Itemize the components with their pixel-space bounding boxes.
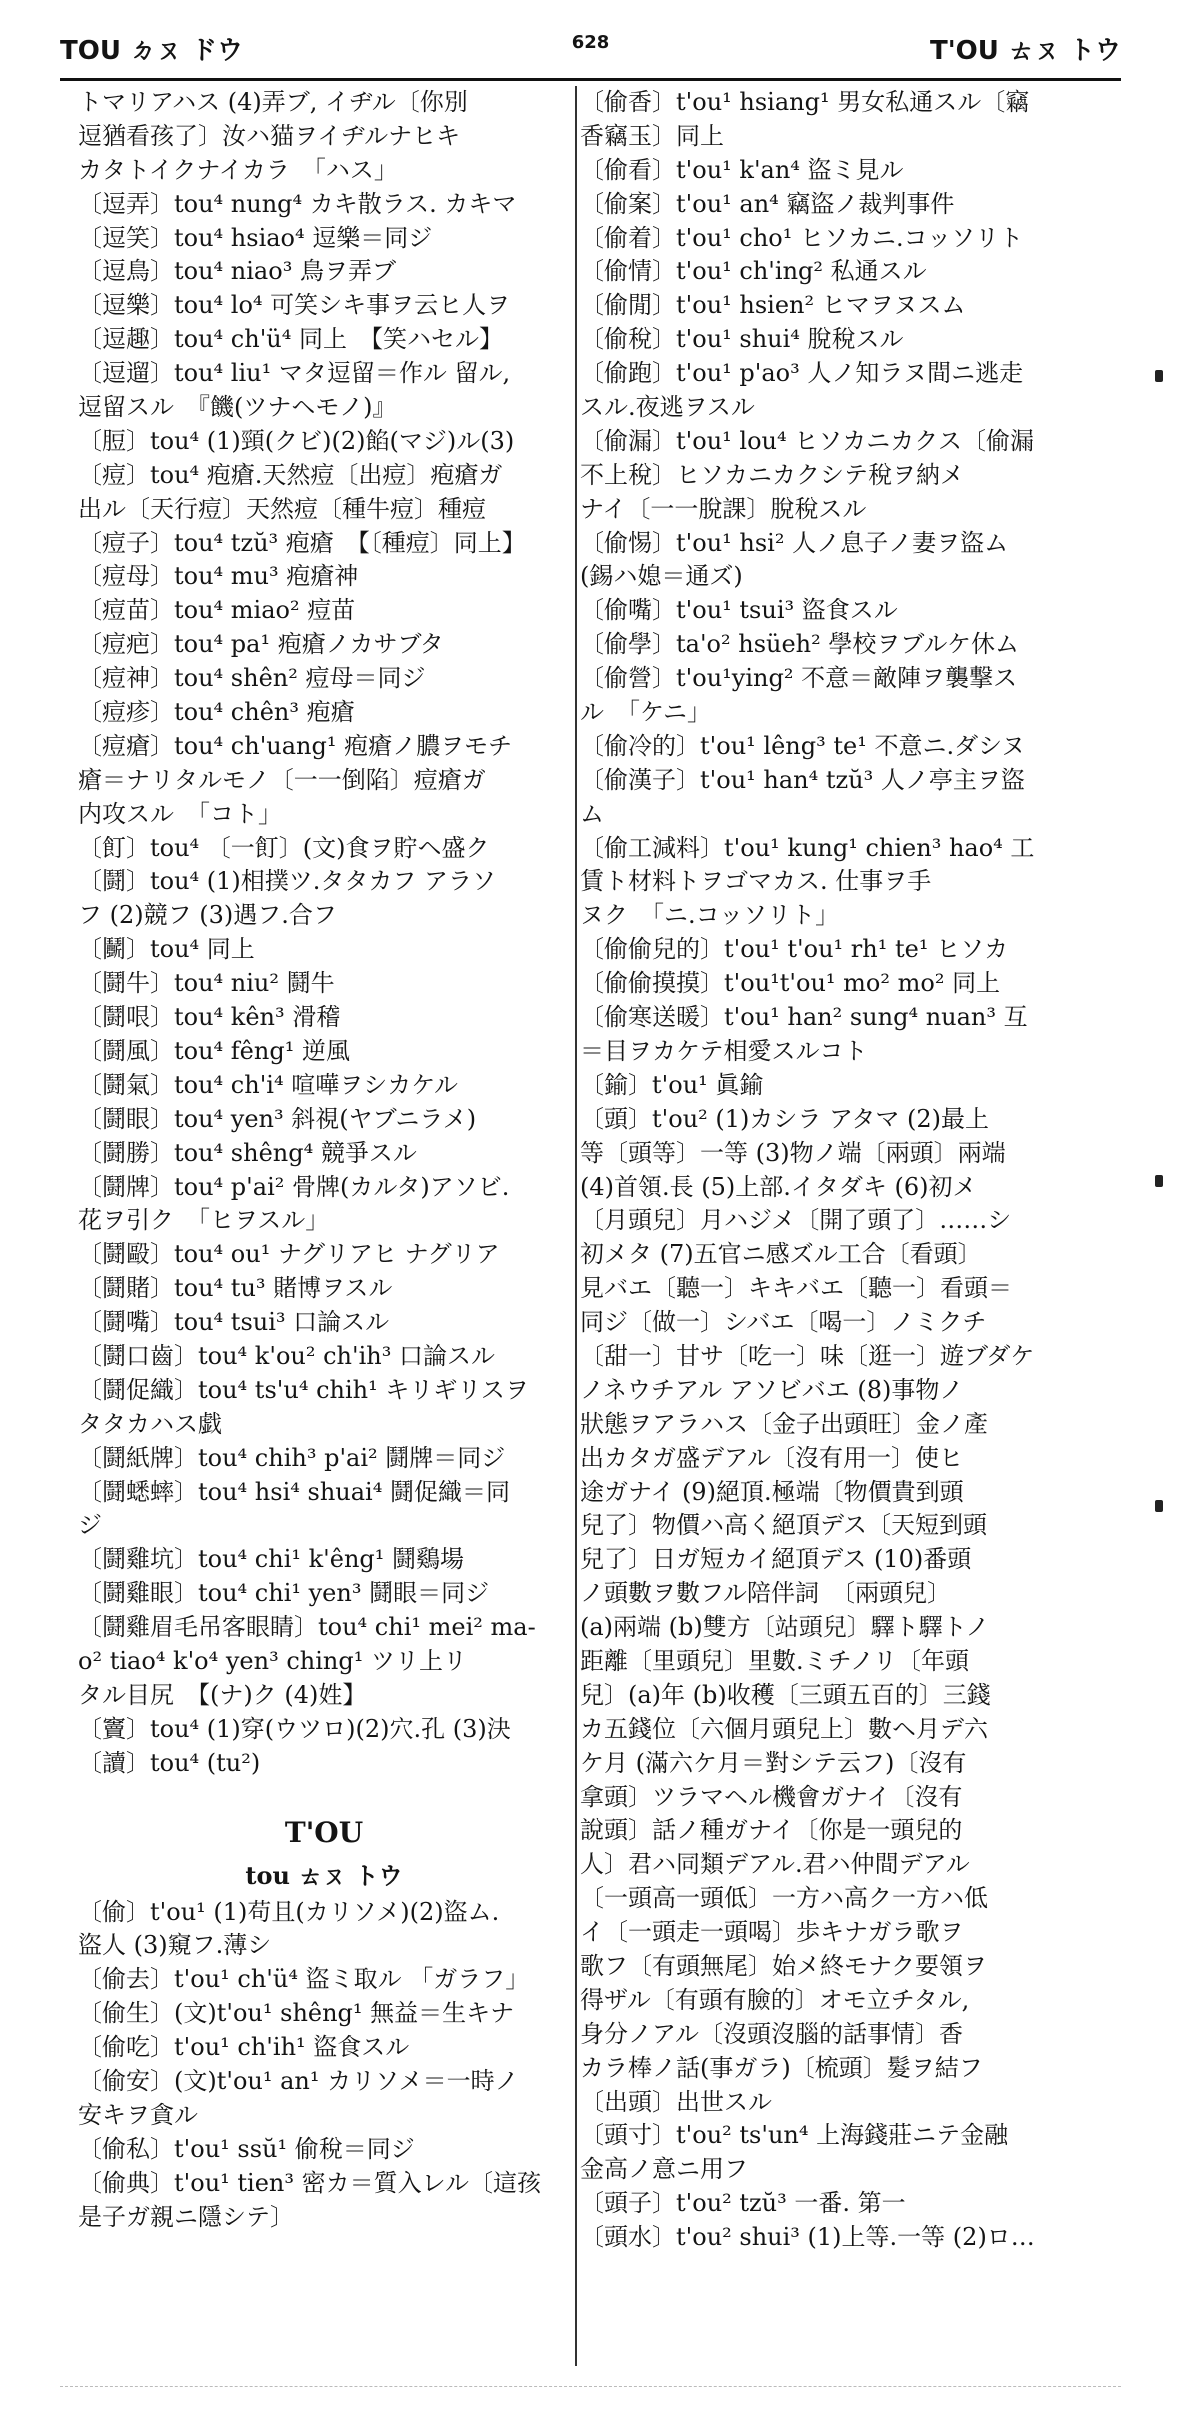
dictionary-line: 〔偷典〕t'ou¹ tien³ 密カ＝質入レル〔這孩 xyxy=(78,2168,542,2197)
dictionary-line: ル 「ケニ」 xyxy=(580,698,712,727)
dictionary-line: 〔月頭兒〕月ハジメ〔開了頭了〕……シ xyxy=(580,1206,1012,1235)
dictionary-line: フ (2)競フ (3)遇フ.合フ xyxy=(78,901,337,930)
dictionary-line: 〔一頭高一頭低〕一方ハ高ク一方ハ低 xyxy=(580,1884,988,1913)
dictionary-line: 〔出頭〕出世スル xyxy=(580,2087,772,2116)
dictionary-line: 同ジ〔做一〕シバエ〔喝一〕ノミクチ xyxy=(580,1308,987,1337)
dictionary-line: 〔痘子〕tou⁴ tzŭ³ 疱瘡 【〔種痘〕同上】 xyxy=(78,528,526,557)
dictionary-line: 初メタ (7)五官ニ感ズル工合〔看頭〕 xyxy=(580,1240,982,1269)
dictionary-line: 〔偷嘴〕t'ou¹ tsui³ 盜食スル xyxy=(580,596,898,625)
dictionary-line: 〔偷工減料〕t'ou¹ kung¹ chien³ hao⁴ 工 xyxy=(580,833,1035,862)
dictionary-line: カラ棒ノ話(事ガラ)〔梳頭〕髮ヲ結フ xyxy=(580,2053,983,2082)
dictionary-line: 〔逗趣〕tou⁴ ch'ü⁴ 同上 【笑ハセル】 xyxy=(78,325,504,354)
right-column xyxy=(580,86,1080,2376)
dictionary-line: 瘡＝ナリタルモノ〔一一倒陷〕痘瘡ガ xyxy=(78,765,486,794)
dictionary-line: 〔偷稅〕t'ou¹ shui⁴ 脫稅スル xyxy=(580,325,904,354)
dictionary-line: 〔痘疹〕tou⁴ chên³ 疱瘡 xyxy=(78,698,355,727)
column-divider xyxy=(575,86,577,2366)
dictionary-line: 〔逗弄〕tou⁴ nung⁴ カキ散ラス. カキマ xyxy=(78,189,517,218)
dictionary-line: 說頭〕話ノ種ガナイ〔你是一頭兒的 xyxy=(580,1816,963,1845)
section-subtitle: tou ㄊㄡ トウ xyxy=(245,1860,403,1890)
dictionary-line: カタトイクナイカラ 「ハス」 xyxy=(78,155,398,184)
dictionary-line: 〔逗樂〕tou⁴ lo⁴ 可笑シキ事ヲ云ヒ人ヲ xyxy=(78,291,511,320)
dictionary-line: ケ月 (滿六ケ月＝對シテ云フ)〔沒有 xyxy=(580,1748,967,1777)
dictionary-line: 兒了〕日ガ短カイ絕頂デス (10)番頭 xyxy=(580,1545,972,1574)
dictionary-line: カ五錢位〔六個月頭兒上〕數ヘ月デ六 xyxy=(580,1714,988,1743)
dictionary-line: ジ xyxy=(78,1511,102,1540)
dictionary-line: 〔偷去〕t'ou¹ ch'ü⁴ 盜ミ取ル 「ガラフ」 xyxy=(78,1965,530,1994)
dictionary-line: 〔鬪雞眼〕tou⁴ chi¹ yen³ 鬪眼＝同ジ xyxy=(78,1579,490,1608)
dictionary-line: 〔偷〕t'ou¹ (1)苟且(カリソメ)(2)盜ム. xyxy=(78,1897,500,1926)
dictionary-line: 出ル〔天行痘〕天然痘〔種牛痘〕種痘 xyxy=(78,494,486,523)
dictionary-line: イ〔一頭走一頭喝〕歩キナガラ歌ヲ xyxy=(580,1918,964,1947)
dictionary-line: 〔痘瘡〕tou⁴ ch'uang¹ 疱瘡ノ膿ヲモチ xyxy=(78,731,513,760)
dictionary-line: ム xyxy=(580,799,604,828)
page-header xyxy=(60,30,1121,70)
margin-mark xyxy=(1155,1175,1163,1187)
dictionary-line: 〔逗鳥〕tou⁴ niao³ 鳥ヲ弄ブ xyxy=(78,257,396,286)
left-column xyxy=(78,86,570,2376)
dictionary-line: 拿頭〕ツラマヘル機會ガナイ〔沒有 xyxy=(580,1782,963,1811)
dictionary-line: 安キヲ貪ル xyxy=(78,2100,198,2129)
dictionary-line: 途ガナイ (9)絕頂.極端〔物價貴到頭 xyxy=(580,1477,964,1506)
dictionary-line: 〔偷營〕t'ou¹ying² 不意＝敵陣ヲ襲撃ス xyxy=(580,664,1018,693)
dictionary-line: 〔鬪口齒〕tou⁴ k'ou² ch'ih³ 口論スル xyxy=(78,1341,495,1370)
dictionary-line: 是子ガ親ニ隱シテ〕 xyxy=(78,2202,294,2231)
dictionary-line: 盜人 (3)窺フ.薄シ xyxy=(78,1931,272,1960)
dictionary-line: 身分ノアル〔沒頭沒腦的話事情〕香 xyxy=(580,2019,964,2048)
dictionary-line: (錫ハ媳＝通ズ) xyxy=(580,562,743,591)
dictionary-line: 〔偷香〕t'ou¹ hsiang¹ 男女私通スル〔竊 xyxy=(580,88,1030,116)
dictionary-line: 〔讀〕tou⁴ (tu²) xyxy=(78,1748,261,1777)
dictionary-line: 〔痘母〕tou⁴ mu³ 疱瘡神 xyxy=(78,562,359,591)
dictionary-line: 〔鬪風〕tou⁴ fêng¹ 逆風 xyxy=(78,1036,350,1065)
dictionary-line: 〔鍮〕t'ou¹ 眞鍮 xyxy=(580,1070,764,1099)
dictionary-line: 〔飣〕tou⁴ 〔一飣〕(文)食ヲ貯ヘ盛ク xyxy=(78,833,490,862)
dictionary-line: 〔甜一〕甘サ〔吃一〕味〔逛一〕遊ブダケ xyxy=(580,1341,1035,1370)
dictionary-line: ノネウチアル アソビバエ (8)事物ノ xyxy=(580,1375,964,1404)
dictionary-line: 等〔頭等〕一等 (3)物ノ端〔兩頭〕兩端 xyxy=(580,1138,1006,1167)
dictionary-line: 〔鬪雞眉毛吊客眼睛〕tou⁴ chi¹ mei² ma- xyxy=(78,1613,536,1642)
dictionary-line: ＝目ヲカケテ相愛スルコト xyxy=(580,1036,868,1065)
dictionary-line: 花ヲ引ク 「ヒヲスル」 xyxy=(78,1206,330,1235)
dictionary-line: 〔痘神〕tou⁴ shên² 痘母＝同ジ xyxy=(78,664,426,693)
dictionary-line: 〔偷着〕t'ou¹ cho¹ ヒソカニ.コッソリト xyxy=(580,223,1024,252)
dictionary-line: 〔鬪蟋蟀〕tou⁴ hsi⁴ shuai⁴ 鬪促織＝同 xyxy=(78,1477,510,1506)
dictionary-line: 距離〔里頭兒〕里數.ミチノリ〔年頭 xyxy=(580,1646,969,1675)
dictionary-line: 〔偷冷的〕t'ou¹ lêng³ te¹ 不意ニ.ダシヌ xyxy=(580,731,1026,760)
dictionary-line: 金高ノ意ニ用フ xyxy=(580,2155,748,2184)
dictionary-line: 〔頭寸〕t'ou² ts'un⁴ 上海錢莊ニテ金融 xyxy=(580,2121,1009,2150)
dictionary-line: トマリアハス (4)弄ブ, イヂル〔你別 xyxy=(78,88,468,116)
dictionary-line: 〔鬪牛〕tou⁴ niu² 鬪牛 xyxy=(78,969,335,998)
dictionary-line: 〔偷私〕t'ou¹ ssŭ¹ 偷稅＝同ジ xyxy=(78,2134,415,2163)
dictionary-line: タタカハス戯 xyxy=(78,1409,222,1438)
dictionary-line: 〔鬪眼〕tou⁴ yen³ 斜視(ヤブニラメ) xyxy=(78,1104,477,1133)
dictionary-line: 〔偷偷摸摸〕t'ou¹t'ou¹ mo² mo² 同上 xyxy=(580,969,1001,998)
header-rule xyxy=(60,78,1121,81)
dictionary-line: 〔偷安〕(文)t'ou¹ an¹ カリソメ＝一時ノ xyxy=(78,2066,519,2095)
dictionary-line: スル.夜逃ヲスル xyxy=(580,393,755,422)
dictionary-line: 〔竇〕tou⁴ (1)穿(ウツロ)(2)穴.孔 (3)決 xyxy=(78,1714,511,1743)
dictionary-line: 〔頭子〕t'ou² tzŭ³ 一番. 第一 xyxy=(580,2189,906,2218)
dictionary-line: 〔偷情〕t'ou¹ ch'ing² 私通スル xyxy=(580,257,927,286)
dictionary-line: 〔偷看〕t'ou¹ k'an⁴ 盜ミ見ル xyxy=(580,155,904,184)
dictionary-line: 〔偷跑〕t'ou¹ p'ao³ 人ノ知ラヌ間ニ逃走 xyxy=(580,359,1024,388)
header-right: T'OU ㄊㄡ トウ xyxy=(929,36,1121,66)
dictionary-line: タル目尻 【(ナ)ク (4)姓】 xyxy=(78,1680,367,1709)
header-left: TOU ㄉㄡ ドウ xyxy=(60,36,244,66)
dictionary-line: 〔逗遛〕tou⁴ liu¹ マタ逗留＝作ル 留ル, xyxy=(78,359,511,388)
dictionary-line: 歌フ〔有頭無尾〕始メ終モナク要領ヲ xyxy=(580,1951,988,1980)
dictionary-line: 〔鬪促織〕tou⁴ ts'u⁴ chih¹ キリギリスヲ xyxy=(78,1375,529,1404)
dictionary-line: 〔痘〕tou⁴ 疱瘡.天然痘〔出痘〕疱瘡ガ xyxy=(78,460,503,489)
dictionary-line: 〔偷漢子〕t'ou¹ han⁴ tzŭ³ 人ノ亭主ヲ盜 xyxy=(580,765,1025,794)
dictionary-line: 不上稅〕ヒソカニカクシテ稅ヲ納メ xyxy=(580,460,964,489)
dictionary-line: 〔痘苗〕tou⁴ miao² 痘苗 xyxy=(78,596,356,625)
dictionary-line: 内攻スル 「コト」 xyxy=(78,799,282,828)
dictionary-line: 〔偷學〕ta'o² hsüeh² 學校ヲブルケ休ム xyxy=(580,630,1019,659)
dictionary-line: ヌク 「ニ.コッソリト」 xyxy=(580,901,840,930)
dictionary-line: 〔鬪牌〕tou⁴ p'ai² 骨牌(カルタ)アソビ. xyxy=(78,1172,510,1201)
dictionary-line: ナイ〔一一脫課〕脫稅スル xyxy=(580,494,867,523)
dictionary-line: 〔偷漏〕t'ou¹ lou⁴ ヒソカニカクス〔偷漏 xyxy=(580,426,1034,455)
dictionary-line: 〔偷生〕(文)t'ou¹ shêng¹ 無益＝生キナ xyxy=(78,1999,515,2028)
dictionary-line: (4)首領.長 (5)上部.イタダキ (6)初メ xyxy=(580,1172,977,1201)
dictionary-line: 逗猶看孩了〕汝ハ猫ヲイヂルナヒキ xyxy=(78,121,461,150)
dictionary-line: 香竊玉〕同上 xyxy=(580,121,724,150)
dictionary-line: 〔鬪氣〕tou⁴ ch'i⁴ 喧嘩ヲシカケル xyxy=(78,1070,459,1099)
dictionary-line: 得ザル〔有頭有臉的〕オモ立チタル, xyxy=(580,1985,970,2014)
dictionary-line: 〔痘疤〕tou⁴ pa¹ 疱瘡ノカサブタ xyxy=(78,630,444,659)
bottom-edge xyxy=(60,2386,1121,2391)
dictionary-line: 〔鬪毆〕tou⁴ ou¹ ナグリアヒ ナグリア xyxy=(78,1240,500,1269)
page-number: 628 xyxy=(571,32,610,53)
dictionary-line: 〔偷吃〕t'ou¹ ch'ih¹ 盜食スル xyxy=(78,2033,410,2062)
dictionary-line: 〔鬪賭〕tou⁴ tu³ 賭博ヲスル xyxy=(78,1274,393,1303)
dictionary-line: 兒〕(a)年 (b)收穫〔三頭五百的〕三錢 xyxy=(580,1680,991,1709)
dictionary-line: 〔偷寒送暖〕t'ou¹ han² sung⁴ nuan³ 互 xyxy=(580,1003,1028,1032)
dictionary-line: 〔脰〕tou⁴ (1)頸(クビ)(2)餡(マジ)ル(3) xyxy=(78,426,515,455)
dictionary-line: 〔偷偷兒的〕t'ou¹ t'ou¹ rh¹ te¹ ヒソカ xyxy=(580,935,1009,964)
dictionary-line: 〔鬪嘴〕tou⁴ tsui³ 口論スル xyxy=(78,1308,390,1337)
dictionary-line: 人〕君ハ同類デアル.君ハ仲間デアル xyxy=(580,1850,970,1879)
dictionary-line: 〔頭水〕t'ou² shui³ (1)上等.一等 (2)ロ… xyxy=(580,2223,1035,2252)
dictionary-line: 〔鬭〕tou⁴ 同上 xyxy=(78,935,255,964)
dictionary-line: 〔偷案〕t'ou¹ an⁴ 竊盜ノ裁判事件 xyxy=(580,189,955,218)
section-title: T'OU xyxy=(284,1815,364,1849)
margin-marks xyxy=(1141,0,1181,2409)
dictionary-line: 逗留スル 『饑(ツナヘモノ)』 xyxy=(78,393,397,422)
dictionary-line: 〔鬪雞坑〕tou⁴ chi¹ k'êng¹ 鬪鷄場 xyxy=(78,1545,465,1574)
dictionary-line: 兒了〕物價ハ高く絕頂デス〔天短到頭 xyxy=(580,1511,988,1540)
dictionary-line: 〔偷閒〕t'ou¹ hsien² ヒマヲヌスム xyxy=(580,291,966,320)
dictionary-line: 〔鬪〕tou⁴ (1)相撲ツ.タタカフ アラソ xyxy=(78,867,497,896)
dictionary-line: 〔鬪勝〕tou⁴ shêng⁴ 競爭スル xyxy=(78,1138,417,1167)
dictionary-line: 賃ト材料トヲゴマカス. 仕事ヲ手 xyxy=(580,867,932,896)
dictionary-line: 〔逗笑〕tou⁴ hsiao⁴ 逗樂＝同ジ xyxy=(78,223,433,252)
margin-mark xyxy=(1155,370,1163,382)
dictionary-line: 〔頭〕t'ou² (1)カシラ アタマ (2)最上 xyxy=(580,1104,989,1133)
dictionary-line: ノ頭數ヲ數フル陪伴詞 〔兩頭兒〕 xyxy=(580,1579,952,1608)
dictionary-line: 見バエ〔聽一〕キキバエ〔聽一〕看頭＝ xyxy=(580,1274,1012,1303)
dictionary-line: 狀態ヲアラハス〔金子出頭旺〕金ノ產 xyxy=(580,1409,988,1438)
dictionary-line: 出カタガ盛デアル〔沒有用一〕使ヒ xyxy=(580,1443,964,1472)
dictionary-line: o² tiao⁴ k'o⁴ yen³ ching¹ ツリ上リ xyxy=(78,1646,467,1675)
dictionary-line: 〔鬪紙牌〕tou⁴ chih³ p'ai² 鬪牌＝同ジ xyxy=(78,1443,506,1472)
dictionary-line: (a)兩端 (b)雙方〔站頭兒〕驛ト驛トノ xyxy=(580,1613,990,1642)
dictionary-line: 〔偷惕〕t'ou¹ hsi² 人ノ息子ノ妻ヲ盜ム xyxy=(580,528,1009,557)
margin-mark xyxy=(1155,1500,1163,1512)
dictionary-line: 〔鬪哏〕tou⁴ kên³ 滑稽 xyxy=(78,1003,341,1032)
